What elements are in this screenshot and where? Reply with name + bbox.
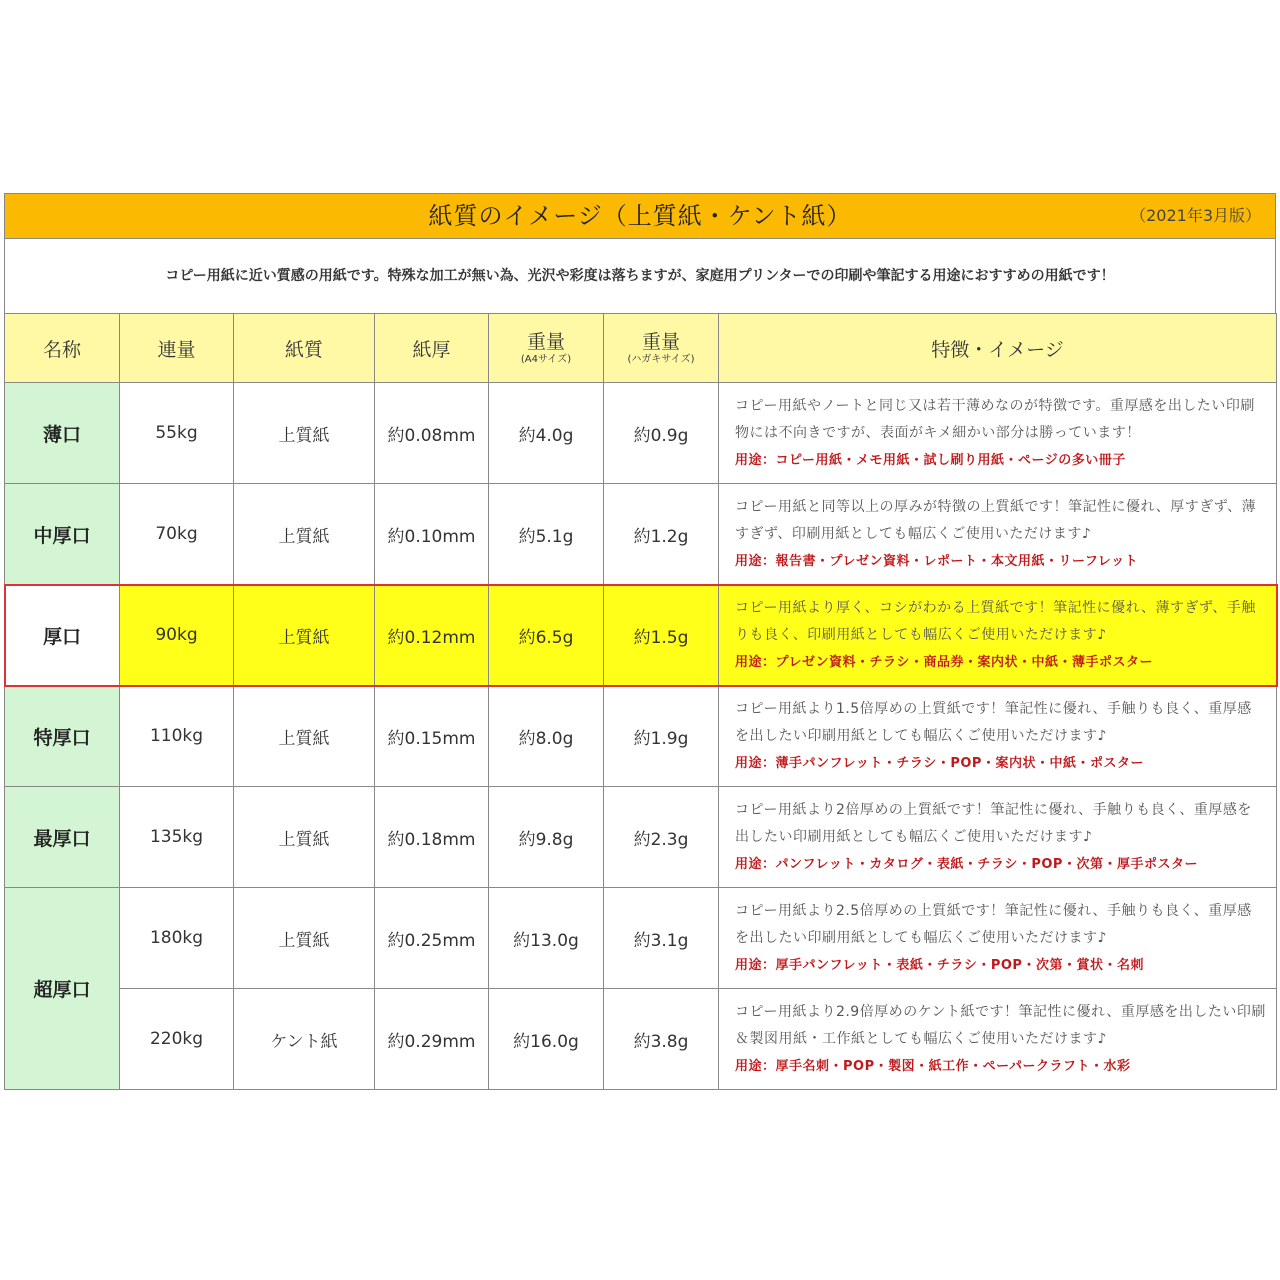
row-description [719, 383, 1277, 484]
row-desc-text: コピー用紙より2.9倍厚めのケント紙です！筆記性に優れ、重厚感を出したい印刷＆製図用紙・工作紙としても幅広くご使用いただけます♪ [735, 1003, 1266, 1047]
row-weight-postcard: 約1.9g [604, 686, 719, 787]
row-name: 厚口 [5, 585, 120, 686]
header-weight-postcard-sub: (ハガキサイズ) [627, 353, 695, 365]
row-thickness: 約0.15mm [375, 686, 489, 787]
header-weight-postcard-label: 重量 [641, 330, 680, 353]
row-weight-a4: 約9.8g [489, 787, 604, 888]
row-weight-postcard: 約3.8g [604, 989, 719, 1090]
row-weight-postcard: 約0.9g [604, 383, 719, 484]
row-use-text: 用途：厚手パンフレット・表紙・チラシ・POP・次第・賞状・名刺 [735, 957, 1144, 973]
table-row [5, 787, 1277, 888]
row-use-text: 用途：報告書・プレゼン資料・レポート・本文用紙・リーフレット [735, 553, 1139, 569]
row-ream: 70kg [120, 484, 234, 585]
table-row [5, 383, 1277, 484]
row-thickness: 約0.29mm [375, 989, 489, 1090]
row-weight-postcard: 約1.5g [604, 585, 719, 686]
table-row [5, 989, 1277, 1090]
row-thickness: 約0.08mm [375, 383, 489, 484]
row-weight-postcard: 約3.1g [604, 888, 719, 989]
row-weight-postcard: 約2.3g [604, 787, 719, 888]
row-ream: 180kg [120, 888, 234, 989]
row-paper: 上質紙 [234, 383, 375, 484]
header-weight-a4-label: 重量 [526, 330, 565, 353]
row-description [719, 989, 1277, 1090]
row-weight-a4: 約8.0g [489, 686, 604, 787]
table-row [5, 484, 1277, 585]
row-name: 特厚口 [5, 686, 120, 787]
row-use-text: 用途：コピー用紙・メモ用紙・試し刷り用紙・ページの多い冊子 [735, 452, 1126, 468]
paper-spec-table [4, 313, 1277, 1090]
row-weight-a4: 約4.0g [489, 383, 604, 484]
row-paper: ケント紙 [234, 989, 375, 1090]
row-weight-a4: 約13.0g [489, 888, 604, 989]
row-ream: 90kg [120, 585, 234, 686]
table-row [5, 888, 1277, 989]
header-weight-postcard [604, 314, 719, 383]
row-name: 超厚口 [5, 888, 120, 1090]
row-desc-text: コピー用紙より2.5倍厚めの上質紙です！筆記性に優れ、手触りも良く、重厚感を出したい印刷用紙としても幅広くご使用いただけます♪ [735, 902, 1252, 946]
header-ream: 連量 [120, 314, 234, 383]
row-name: 薄口 [5, 383, 120, 484]
table-header-row [5, 314, 1277, 383]
sheet-title: 紙質のイメージ（上質紙・ケント紙） [428, 202, 852, 230]
row-use-text: 用途：薄手パンフレット・チラシ・POP・案内状・中紙・ポスター [735, 755, 1144, 771]
header-weight-a4-sub: (A4サイズ) [520, 353, 572, 365]
row-ream: 220kg [120, 989, 234, 1090]
row-use-text: 用途：厚手名刺・POP・製図・紙工作・ペーパークラフト・水彩 [735, 1058, 1131, 1074]
header-name: 名称 [5, 314, 120, 383]
row-ream: 135kg [120, 787, 234, 888]
header-paper: 紙質 [234, 314, 375, 383]
row-weight-postcard: 約1.2g [604, 484, 719, 585]
row-weight-a4: 約5.1g [489, 484, 604, 585]
row-desc-text: コピー用紙より2倍厚めの上質紙です！筆記性に優れ、手触りも良く、重厚感を出したい印刷用紙としても幅広くご使用いただけます♪ [735, 801, 1252, 845]
intro-text: コピー用紙に近い質感の用紙です。特殊な加工が無い為、光沢や彩度は落ちますが、家庭用プリンターでの印刷や筆記する用途におすすめの用紙です！ [4, 238, 1276, 313]
title-banner [4, 193, 1276, 238]
row-paper: 上質紙 [234, 787, 375, 888]
row-description [719, 686, 1277, 787]
row-paper: 上質紙 [234, 888, 375, 989]
table-row [5, 686, 1277, 787]
row-description [719, 484, 1277, 585]
row-thickness: 約0.25mm [375, 888, 489, 989]
row-weight-a4: 約16.0g [489, 989, 604, 1090]
row-thickness: 約0.18mm [375, 787, 489, 888]
row-desc-text: コピー用紙より1.5倍厚めの上質紙です！筆記性に優れ、手触りも良く、重厚感を出したい印刷用紙としても幅広くご使用いただけます♪ [735, 700, 1252, 744]
header-thickness: 紙厚 [375, 314, 489, 383]
paper-quality-sheet [4, 193, 1276, 1090]
row-name: 最厚口 [5, 787, 120, 888]
row-name: 中厚口 [5, 484, 120, 585]
row-paper: 上質紙 [234, 585, 375, 686]
row-thickness: 約0.12mm [375, 585, 489, 686]
row-ream: 110kg [120, 686, 234, 787]
row-ream: 55kg [120, 383, 234, 484]
row-desc-text: コピー用紙より厚く、コシがわかる上質紙です！筆記性に優れ、薄すぎず、手触りも良く、印刷用紙としても幅広くご使用いただけます♪ [735, 599, 1256, 643]
header-weight-a4 [489, 314, 604, 383]
row-paper: 上質紙 [234, 484, 375, 585]
row-description [719, 888, 1277, 989]
table-row-highlighted [5, 585, 1277, 686]
row-desc-text: コピー用紙と同等以上の厚みが特徴の上質紙です！筆記性に優れ、厚すぎず、薄すぎず、印刷用紙としても幅広くご使用いただけます♪ [735, 498, 1257, 542]
row-use-text: 用途：パンフレット・カタログ・表紙・チラシ・POP・次第・厚手ポスター [735, 856, 1198, 872]
row-description [719, 585, 1277, 686]
row-paper: 上質紙 [234, 686, 375, 787]
row-description [719, 787, 1277, 888]
edition-label: （2021年3月版） [1130, 206, 1261, 225]
row-desc-text: コピー用紙やノートと同じ又は若干薄めなのが特徴です。重厚感を出したい印刷物には不向きですが、表面がキメ細かい部分は勝っています！ [735, 397, 1255, 441]
header-features: 特徴・イメージ [719, 314, 1277, 383]
row-thickness: 約0.10mm [375, 484, 489, 585]
row-weight-a4: 約6.5g [489, 585, 604, 686]
row-use-text: 用途：プレゼン資料・チラシ・商品券・案内状・中紙・薄手ポスター [735, 654, 1153, 670]
